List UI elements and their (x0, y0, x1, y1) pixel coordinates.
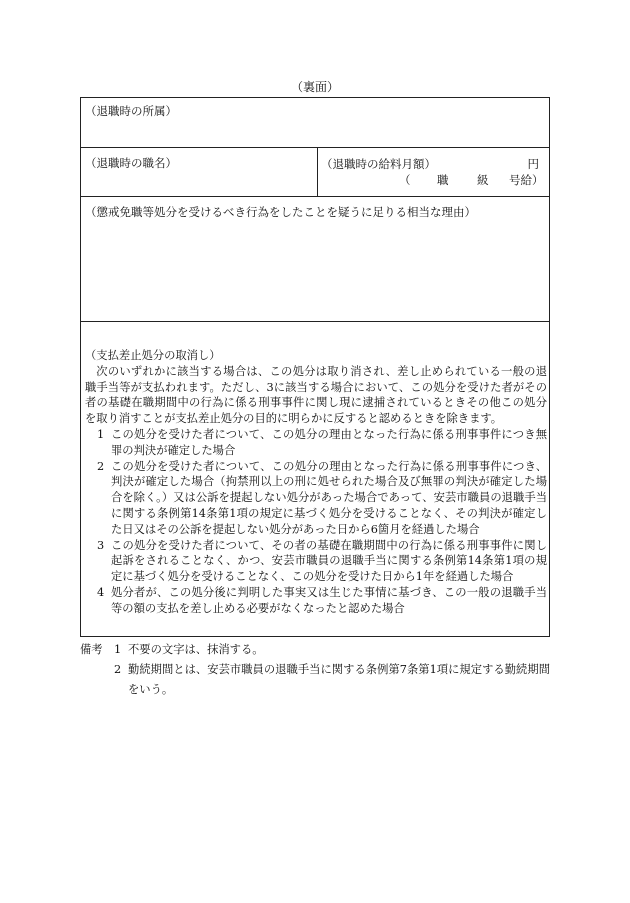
condition-item-4 (85, 585, 547, 617)
note-number: 1 (114, 643, 122, 656)
condition-item-2 (85, 459, 547, 538)
row-divider-1 (81, 147, 549, 148)
row-divider-2 (81, 196, 549, 197)
grade-step: 号給） (509, 173, 544, 187)
condition-number: 2 (97, 459, 105, 473)
notes-heading: 備考 (80, 643, 103, 656)
dept-label: （退職時の所属） (85, 104, 177, 118)
salary-label: （退職時の給料月額） (321, 157, 436, 171)
reason-label: （懲戒免職等処分を受けるべき行為をしたことを疑うに足りる相当な理由） (85, 205, 476, 219)
row-divider-3 (81, 321, 549, 322)
position-label: （退職時の職名） (85, 156, 177, 170)
condition-number: 1 (97, 427, 105, 441)
column-divider (317, 147, 318, 196)
cancellation-section (85, 348, 547, 617)
cancellation-title: （支払差止処分の取消し） (85, 349, 221, 362)
condition-text: この処分を受けた者について、その者の基礎在職期間中の行為に係る刑事事件に関し起訴をされることなく、かつ、安芸市職員の退職手当に関する条例第14条第1項の規定に基づく処分を受けることなく、この処分を受けた日から1年を経過した場合 (111, 538, 547, 584)
condition-item-3 (85, 538, 547, 585)
note-item-2 (80, 660, 550, 700)
note-number: 2 (114, 663, 122, 676)
grade-job: 職 (437, 173, 449, 187)
condition-text: 処分者が、この処分後に判明した事実又は生じた事情に基づき、この一般の退職手当等の額の支払を差し止める必要がなくなったと認めた場合 (111, 585, 547, 615)
condition-number: 3 (97, 538, 105, 552)
note-item-1 (80, 640, 550, 660)
condition-text: この処分を受けた者について、この処分の理由となった行為に係る刑事事件につき、判決が確定した場合（拘禁刑以上の刑に処せられた場合及び無罪の判決が確定した場合を除く。）又は公訴を提起しない処分があった場合であって、安芸市職員の退職手当に関する条例第14条第1項の規定に基づく処分を受けることなく、その判決が確定した日又はその公訴を提起しない処分があった日から6箇月を経過した場合 (111, 459, 547, 536)
note-text: 勤続期間とは、安芸市職員の退職手当に関する条例第7条第1項に規定する勤続期間をいう。 (128, 663, 550, 696)
note-text: 不要の文字は、抹消する。 (128, 643, 264, 656)
condition-number: 4 (97, 585, 105, 599)
grade-rank: 級 (477, 173, 489, 187)
cancellation-intro: 次のいずれかに該当する場合は、この処分は取り消され、差し止められている一般の退職手当等が支払われます。ただし、3に該当する場合において、この処分を受けた者がその者の基礎在職期間中の行為に係る刑事事件に関し現に逮捕されているときその他この処分を取り消すことが支払差止処分の目的に明らかに反すると認めるときを除きます。 (85, 364, 547, 426)
form-table (80, 97, 550, 637)
condition-text: この処分を受けた者について、この処分の理由となった行為に係る刑事事件につき無罪の判決が確定した場合 (111, 427, 547, 457)
condition-item-1 (85, 427, 547, 459)
grade-open: （ (399, 173, 411, 187)
notes-section (80, 640, 550, 700)
page-title: （裏面） (290, 80, 339, 94)
salary-unit: 円 (527, 157, 539, 171)
